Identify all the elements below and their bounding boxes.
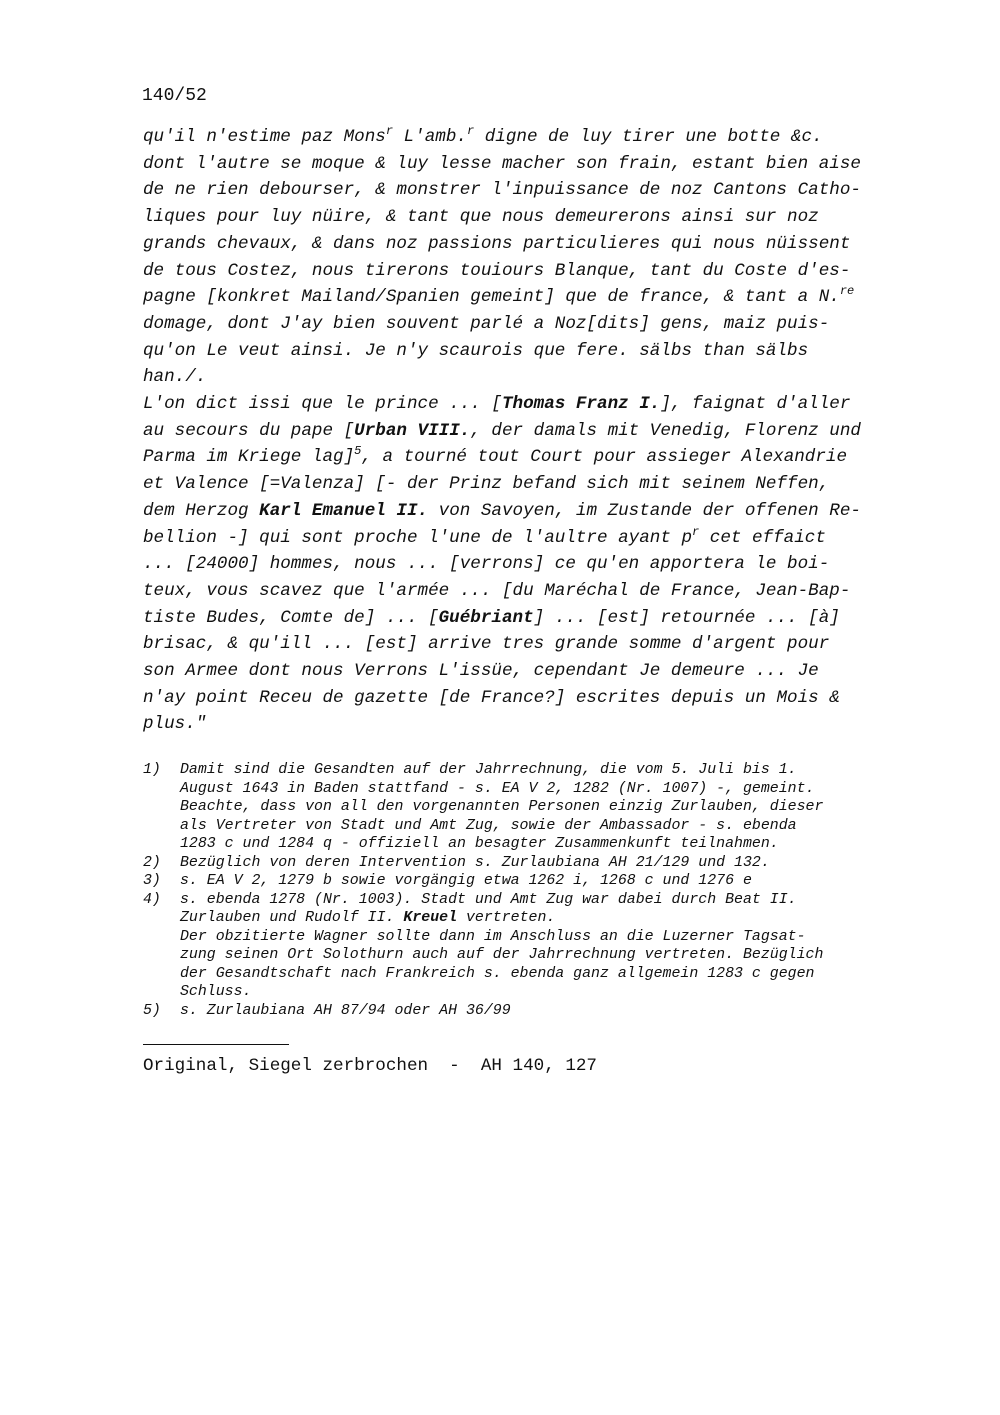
text-segment: pagne [konkret Mailand/Spanien gemeint] que de france, & tant a N.: [143, 287, 840, 308]
body-line: [143, 713, 206, 735]
body-line: [143, 524, 826, 549]
text-segment: , a tourné tout Court pour assieger Alexandrie: [361, 447, 848, 468]
footnote-line: [180, 781, 814, 798]
text-segment: digne de luy tirer une botte &c.: [474, 127, 823, 147]
text-segment: , der damals mit Venedig, Florenz und: [470, 420, 861, 441]
footnote-line: [180, 984, 252, 1001]
text-segment: Schluss.: [180, 984, 252, 1000]
text-segment: dont l'autre se moque & luy lesse macher son frain, estant bien aise: [143, 153, 861, 174]
text-segment: de tous Costez, nous tirerons touiours Blanque, tant du Coste d'es-: [143, 260, 851, 281]
text-segment: Damit sind die Gesandten auf der Jahrrechnung, die vom 5. Juli bis 1.: [180, 762, 797, 778]
footnote-number: 3): [143, 873, 161, 889]
footnote-line: [180, 836, 779, 853]
footnote-number: 1): [143, 762, 161, 778]
bold-name: Thomas Franz I.: [501, 394, 661, 414]
footnote-separator-rule: [143, 1044, 289, 1045]
body-line: [143, 420, 861, 442]
bold-name: Guébriant: [438, 607, 534, 628]
text-segment: brisac, & qu'ill ... [est] arrive tres grande somme d'argent pour: [143, 634, 830, 655]
body-line: [143, 153, 861, 175]
footnote-number: 4): [143, 891, 161, 908]
body-line: [143, 313, 829, 335]
text-segment: L'on dict issi que le prince ... [: [143, 394, 502, 414]
superscript: r: [385, 124, 394, 138]
page-number: 140/52: [142, 86, 207, 106]
superscript: r: [692, 524, 700, 539]
body-line: [143, 179, 861, 201]
text-segment: Zurlauben und Rudolf II.: [180, 910, 404, 926]
body-line: [143, 660, 819, 682]
text-segment: als Vertreter von Stadt und Amt Zug, sowie der Ambassador - s. ebenda: [180, 817, 797, 834]
text-segment: cet effaict: [699, 527, 826, 548]
text-segment: 1283 c und 1284 q - offiziell an besagter Zusammenkunft teilnahmen.: [180, 836, 779, 852]
body-line: [143, 393, 850, 415]
body-line: [143, 607, 840, 629]
footnote-line: [180, 855, 770, 872]
text-segment: qu'il n'estime paz Mons: [143, 127, 386, 147]
footnote-line: [180, 929, 806, 946]
body-line: [143, 633, 829, 655]
text-segment: von Savoyen, im Zustande der offenen Re-: [428, 500, 861, 521]
footnote-line: [180, 873, 752, 890]
footnote-line: [180, 762, 797, 779]
footnote-line: [180, 818, 797, 835]
text-segment: liques pour luy nüire, & tant que nous demeurerons ainsi sur noz: [143, 207, 819, 228]
body-line: [143, 126, 823, 148]
text-segment: zung seinen Ort Solothurn auch auf der Jahrrechnung vertreten. Bezüglich: [180, 947, 824, 963]
body-line: [143, 553, 829, 575]
text-segment: domage, dont J'ay bien souvent parlé a Noz[dits] gens, maiz puis-: [143, 313, 830, 334]
text-segment: s. EA V 2, 1279 b sowie vorgängig etwa 1262 i, 1268 c und 1276 e: [180, 873, 752, 889]
footnote-line: [180, 966, 814, 983]
footnote-number: 5): [143, 1002, 161, 1019]
source-note: Original, Siegel zerbrochen - AH 140, 127: [143, 1056, 597, 1076]
footnote-line: [180, 892, 797, 909]
text-segment: ] ... [est] retournée ... [à]: [533, 607, 840, 628]
superscript: r: [466, 124, 475, 138]
bold-name: Urban VIII.: [354, 420, 471, 441]
text-segment: dem Herzog: [143, 500, 260, 521]
text-segment: grands chevaux, & dans noz passions particulieres qui nous nüissent: [143, 233, 851, 254]
footnote-number: 2): [143, 854, 161, 871]
text-segment: qu'on Le veut ainsi. Je n'y scaurois que fere. sälbs than sälbs: [143, 340, 809, 361]
text-segment: Bezüglich von deren Intervention s. Zurlaubiana AH 21/129 und 132.: [180, 854, 770, 871]
superscript: 5: [354, 444, 362, 459]
footnote-line: [180, 947, 823, 964]
text-segment: Beachte, dass von all den vorgenannten Personen einzig Zurlauben, dieser: [180, 799, 824, 815]
text-segment: n'ay point Receu de gazette [de France?] escrites depuis un Mois &: [143, 687, 840, 708]
bold-name: Kreuel: [403, 910, 458, 926]
body-line: [143, 286, 854, 308]
text-segment: tiste Budes, Comte de] ... [: [143, 607, 439, 628]
text-segment: s. Zurlaubiana AH 87/94 oder AH 36/99: [180, 1002, 511, 1019]
text-segment: de ne rien debourser, & monstrer l'inpuissance de noz Cantons Catho-: [143, 180, 861, 201]
text-segment: ], faignat d'aller: [660, 394, 851, 414]
text-segment: bellion -] qui sont proche l'une de l'aultre ayant p: [143, 527, 693, 548]
body-line: [143, 500, 861, 522]
text-segment: vertreten.: [457, 910, 556, 926]
superscript: re: [839, 284, 855, 299]
body-line: [143, 260, 850, 282]
text-segment: der Gesandtschaft nach Frankreich s. ebenda ganz allgemein 1283 c gegen: [180, 965, 815, 982]
body-line: [143, 233, 850, 255]
text-segment: Parma im Kriege lag]: [143, 447, 355, 468]
text-segment: au secours du pape [: [143, 420, 355, 441]
text-segment: L'amb.: [393, 127, 467, 147]
text-segment: ... [24000] hommes, nous ... [verrons] ce qu'en apportera le boi-: [143, 554, 830, 575]
footnote-line: [180, 1003, 511, 1020]
text-segment: han./.: [143, 367, 207, 388]
body-line: [143, 473, 829, 495]
text-segment: August 1643 in Baden stattfand - s. EA V 2, 1282 (Nr. 1007) -, gemeint.: [180, 780, 815, 797]
footnote-line: [180, 910, 555, 927]
bold-name: Karl Emanuel II.: [259, 500, 429, 521]
text-segment: s. ebenda 1278 (Nr. 1003). Stadt und Amt Zug war dabei durch Beat II.: [180, 891, 797, 908]
body-line: [143, 366, 206, 388]
footnote-line: [180, 799, 823, 816]
text-segment: Der obzitierte Wagner sollte dann im Anschluss an die Luzerner Tagsat-: [180, 928, 806, 945]
text-segment: et Valence [=Valenza] [- der Prinz befand sich mit seinem Neffen,: [143, 474, 830, 495]
body-line: [143, 687, 840, 709]
body-line: [143, 206, 819, 228]
body-line: [143, 580, 850, 602]
text-segment: teux, vous scavez que l'armée ... [du Maréchal de France, Jean-Bap-: [143, 580, 851, 601]
body-line: [143, 446, 847, 468]
text-segment: plus.": [143, 714, 207, 735]
text-segment: son Armee dont nous Verrons L'issüe, cependant Je demeure ... Je: [143, 661, 819, 681]
body-line: [143, 340, 808, 362]
